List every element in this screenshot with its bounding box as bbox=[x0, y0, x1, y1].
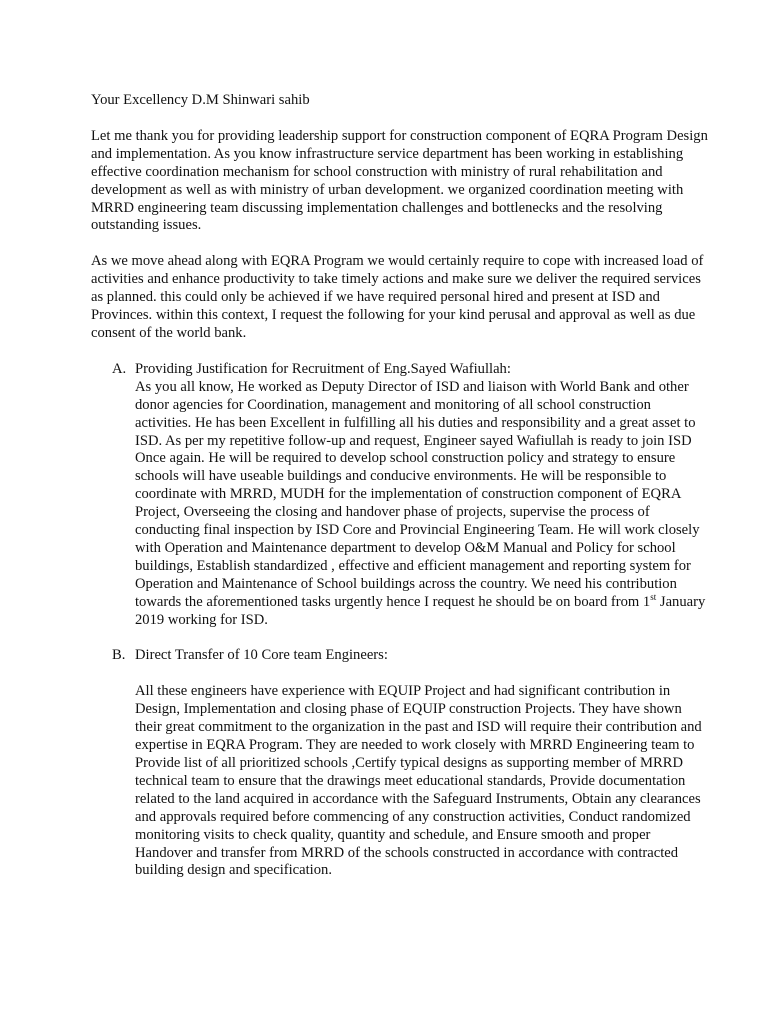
item-b-body: All these engineers have experience with EQUIP Project and had significant contribution in Design, Implementation and closing phase of EQUIP construction Projects. They have shown their great commitment to the organization in the past and ISD will require their contribution and expertise in EQRA Program. They are needed to work closely with MRRD Engineering team to Provide list of all prioritized schools ,Certify typical designs as supporting member of MRRD technical team to ensure that the drawings meet educational standards, Provide documentation related to the land acquired in accordance with the Safeguard Instruments, Obtain any clearances and approvals required before commencing of any construction activities, Conduct randomized monitoring visits to check quality, quantity and schedule, and Ensure smooth and proper Handover and transfer from MRRD of the schools constructed in accordance with contracted building design and specification. bbox=[135, 683, 702, 879]
item-a-body bbox=[135, 379, 708, 630]
item-a-heading: Providing Justification for Recruitment of Eng.Sayed Wafiullah: bbox=[135, 360, 511, 377]
item-a-body-text: As you all know, He worked as Deputy Director of ISD and liaison with World Bank and other donor agencies for Coordination, management and monitoring of all school construction activities. He has been Excellent in fulfilling all his duties and responsibility and a great asset to ISD. As per my repetitive follow-up and request, Engineer sayed Wafiullah is ready to join ISD Once again. He will be required to develop school construction policy and strategy to ensure schools will have useable buildings and conducive environments. He will be responsible to coordinate with MRRD, MUDH for the implementation of construction component of EQRA Project, Overseeing the closing and handover phase of projects, supervise the process of conducting final inspection by ISD Core and Provincial Engineering Team. He will work closely with Operation and Maintenance department to develop O&M Manual and Policy for school buildings, Establish standardized , effective and efficient management and reporting system for Operation and Maintenance of School buildings across the country. We need his contribution towards the aforementioned tasks urgently hence I request he should be on board from 1 bbox=[135, 378, 700, 610]
list-item-b bbox=[91, 647, 708, 880]
request-paragraph: As we move ahead along with EQRA Program we would certainly require to cope with increased load of activities and enhance productivity to take timely actions and make sure we deliver the required services as planned. this could only be achieved if we have required personal hired and present at ISD and Provinces. within this context, I request the following for your kind perusal and approval as well as due consent of the world bank. bbox=[91, 253, 704, 341]
list-item-a bbox=[91, 361, 708, 630]
list-marker-b: B. bbox=[112, 647, 126, 664]
salutation: Your Excellency D.M Shinwari sahib bbox=[91, 92, 310, 108]
list-marker-a: A. bbox=[112, 360, 127, 377]
intro-paragraph: Let me thank you for providing leadership support for construction component of EQRA Program Design and implementation. As you know infrastructure service department has been working in establishing effective coordination mechanism for school construction with ministry of rural rehabilitation and development as well as with ministry of urban development. we organized coordination meeting with MRRD engineering team discussing implementation challenges and bottlenecks and the resolving outstanding issues. bbox=[91, 127, 708, 234]
request-list bbox=[91, 361, 708, 880]
item-a-body-end: January 2019 working for ISD. bbox=[135, 593, 706, 628]
date-ordinal-suffix: st bbox=[650, 591, 657, 602]
item-b-heading: Direct Transfer of 10 Core team Engineers: bbox=[135, 647, 388, 664]
